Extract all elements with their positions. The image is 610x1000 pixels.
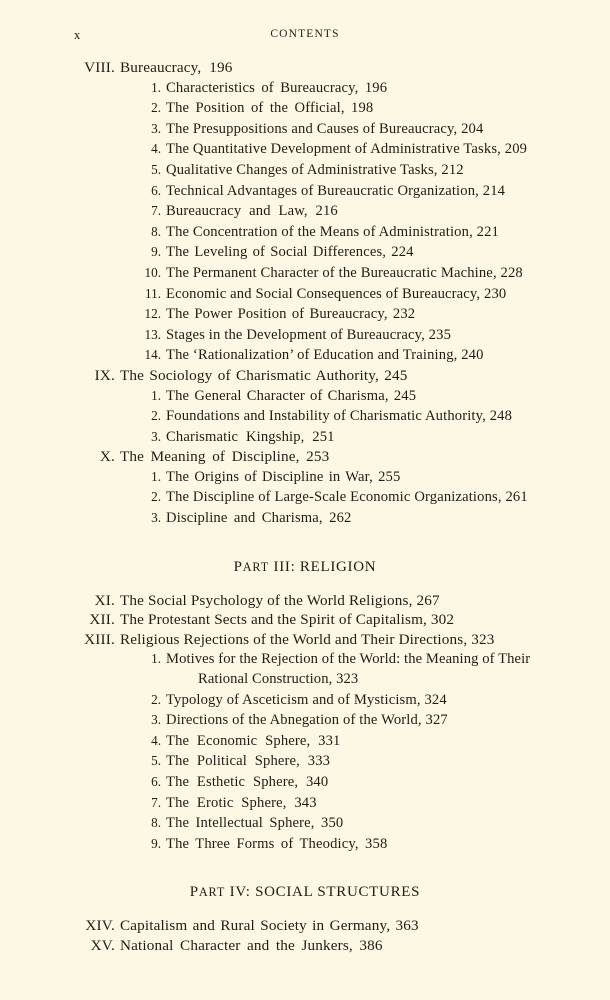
chapter-numeral: VIII. <box>84 59 115 76</box>
section-title: The Leveling of Social Differences, 224 <box>166 244 414 261</box>
toc-section-entry[interactable] <box>0 222 610 243</box>
toc-section-entry[interactable] <box>0 772 610 793</box>
chapter-title: Religious Rejections of the World and Their Directions, 323 <box>120 630 495 648</box>
section-number: 5. <box>151 753 161 769</box>
chapter-numeral: IX. <box>94 366 115 384</box>
chapter-numeral: X. <box>99 448 115 466</box>
section-number: 3. <box>151 120 161 136</box>
toc-section-entry[interactable] <box>0 201 610 222</box>
section-title: The General Character of Charisma, 245 <box>166 387 417 404</box>
chapter-title: Capitalism and Rural Society in Germany, 363 <box>120 917 419 935</box>
section-number: 9. <box>151 244 161 260</box>
section-number: 1. <box>151 387 161 403</box>
section-title: The Economic Sphere, 331 <box>166 732 341 749</box>
section-number: 2. <box>151 691 161 707</box>
toc-section-entry[interactable] <box>0 731 610 752</box>
toc-section-entry[interactable] <box>0 345 610 366</box>
chapter-numeral: XIII. <box>84 630 115 648</box>
toc-section-entry[interactable] <box>0 139 610 160</box>
part-heading-text: IV: SOCIAL STRUCTURES <box>225 884 421 901</box>
section-title: Qualitative Changes of Administrative Tasks, 212 <box>166 161 464 178</box>
toc-chapter-entry[interactable] <box>0 610 610 630</box>
section-title: Directions of the Abnegation of the World, 327 <box>166 712 448 729</box>
spacer <box>0 901 610 916</box>
section-number: 6. <box>151 182 161 198</box>
toc-chapter-entry[interactable] <box>0 916 610 936</box>
section-number: 10. <box>144 264 161 280</box>
section-title: The Esthetic Sphere, 340 <box>166 774 329 790</box>
section-title: Economic and Social Consequences of Bureaucracy, 230 <box>166 285 507 302</box>
running-title: CONTENTS <box>270 28 340 40</box>
section-number: 11. <box>145 285 161 301</box>
chapter-numeral: XV. <box>90 936 115 954</box>
section-number: 3. <box>151 510 161 526</box>
toc-section-entry[interactable] <box>0 263 610 284</box>
chapter-title: The Protestant Sects and the Spirit of Capitalism, 302 <box>120 611 455 629</box>
section-number: 4. <box>151 141 161 157</box>
toc-section-entry[interactable] <box>0 242 610 263</box>
section-title: Foundations and Instability of Charismatic Authority, 248 <box>166 408 513 425</box>
section-title: Typology of Asceticism and of Mysticism, 324 <box>166 691 447 708</box>
section-title: The Three Forms of Theodicy, 358 <box>166 835 388 852</box>
section-title <box>166 650 540 689</box>
section-title-line-2: Rational Construction, 323 <box>198 671 359 688</box>
section-number: 8. <box>151 223 161 239</box>
section-title: The Power Position of Bureaucracy, 232 <box>166 306 416 323</box>
toc-section-entry[interactable] <box>0 751 610 772</box>
section-number: 9. <box>151 835 161 851</box>
section-number: 2. <box>151 489 161 505</box>
section-title-line-1: Motives for the Rejection of the World: the Meaning of Their <box>166 651 531 668</box>
section-title: Charismatic Kingship, 251 <box>166 428 335 445</box>
running-head <box>0 28 610 46</box>
spacer <box>0 529 610 559</box>
part-heading-smallcaps: ART <box>242 559 270 574</box>
section-number: 1. <box>151 651 161 667</box>
part-heading-initial: P <box>233 558 243 575</box>
section-title: The Concentration of the Means of Administration, 221 <box>166 223 500 240</box>
spacer <box>0 854 610 884</box>
toc-section-entry[interactable] <box>0 78 610 99</box>
section-number: 3. <box>151 712 161 728</box>
section-title: The Intellectual Sphere, 350 <box>166 815 344 832</box>
toc-section-entry[interactable] <box>0 98 610 119</box>
toc-section-entry[interactable] <box>0 427 610 448</box>
section-title: The Discipline of Large-Scale Economic Organizations, 261 <box>166 489 528 506</box>
toc-chapter-entry[interactable] <box>0 936 610 956</box>
table-of-contents <box>0 58 610 956</box>
chapter-title: The Social Psychology of the World Religions, 267 <box>120 591 440 609</box>
toc-section-entry[interactable] <box>0 793 610 814</box>
toc-chapter-entry[interactable] <box>0 58 610 78</box>
section-number: 1. <box>151 79 161 95</box>
section-number: 1. <box>151 468 161 484</box>
toc-section-entry[interactable] <box>0 813 610 834</box>
toc-section-entry[interactable] <box>0 690 610 711</box>
toc-section-entry[interactable] <box>0 487 610 508</box>
section-number: 5. <box>151 161 161 177</box>
chapter-title: The Sociology of Charismatic Authority, 245 <box>120 366 408 384</box>
section-title: The Origins of Discipline in War, 255 <box>166 468 401 485</box>
toc-section-entry[interactable] <box>0 386 610 407</box>
section-number: 7. <box>151 203 161 219</box>
section-number: 13. <box>144 326 161 342</box>
spacer <box>0 576 610 591</box>
toc-section-entry[interactable] <box>0 304 610 325</box>
section-number: 3. <box>151 428 161 444</box>
toc-section-entry[interactable] <box>0 119 610 140</box>
section-number: 12. <box>144 306 161 322</box>
section-title: The Position of the Official, 198 <box>166 100 374 117</box>
toc-section-entry[interactable] <box>0 181 610 202</box>
part-heading-smallcaps: ART <box>198 885 226 900</box>
folio-number: x <box>74 28 81 42</box>
part-heading-text: III: RELIGION <box>269 558 377 575</box>
toc-section-entry[interactable] <box>0 834 610 855</box>
section-title: The Quantitative Development of Administrative Tasks, 209 <box>166 141 528 158</box>
part-heading-initial: P <box>189 884 199 901</box>
section-number: 7. <box>151 794 161 810</box>
toc-section-entry[interactable] <box>0 160 610 181</box>
toc-section-entry[interactable] <box>0 649 610 689</box>
chapter-numeral: XI. <box>94 591 115 609</box>
section-title: The ‘Rationalization’ of Education and Training, 240 <box>166 347 484 364</box>
section-number: 2. <box>151 408 161 424</box>
toc-chapter-entry[interactable] <box>0 447 610 467</box>
section-title: The Presuppositions and Causes of Bureaucracy, 204 <box>166 120 484 137</box>
section-title: Stages in the Development of Bureaucracy, 235 <box>166 326 452 343</box>
section-title: The Permanent Character of the Bureaucratic Machine, 228 <box>166 264 523 281</box>
section-title: Characteristics of Bureaucracy, 196 <box>166 79 388 96</box>
toc-chapter-entry[interactable] <box>0 630 610 650</box>
toc-section-entry[interactable] <box>0 508 610 529</box>
toc-section-entry[interactable] <box>0 467 610 488</box>
chapter-title: The Meaning of Discipline, 253 <box>120 448 330 466</box>
section-number: 2. <box>151 100 161 116</box>
chapter-numeral: XII. <box>89 611 115 629</box>
section-number: 14. <box>144 347 161 363</box>
section-number: 4. <box>151 732 161 748</box>
section-title: Bureaucracy and Law, 216 <box>166 203 338 220</box>
section-number: 6. <box>151 774 161 789</box>
toc-section-entry[interactable] <box>0 710 610 731</box>
section-title: The Political Sphere, 333 <box>166 753 331 770</box>
section-number: 8. <box>151 815 161 831</box>
section-title: Discipline and Charisma, 262 <box>166 510 352 527</box>
toc-chapter-entry[interactable] <box>0 366 610 386</box>
part-heading <box>0 884 610 901</box>
toc-section-entry[interactable] <box>0 325 610 346</box>
toc-section-entry[interactable] <box>0 406 610 427</box>
toc-section-entry[interactable] <box>0 284 610 305</box>
part-heading <box>0 559 610 576</box>
chapter-numeral: XIV. <box>85 917 115 935</box>
chapter-title: Bureaucracy, 196 <box>120 59 233 76</box>
section-title: The Erotic Sphere, 343 <box>166 794 317 811</box>
chapter-title: National Character and the Junkers, 386 <box>120 936 383 954</box>
toc-chapter-entry[interactable] <box>0 591 610 611</box>
section-title: Technical Advantages of Bureaucratic Organization, 214 <box>166 182 506 199</box>
